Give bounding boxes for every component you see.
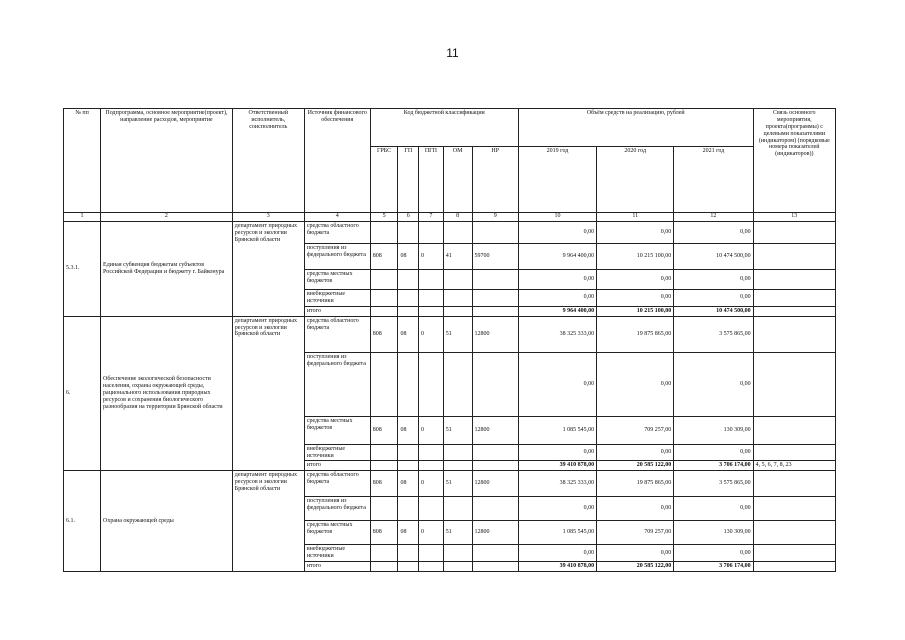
amount-y2020: 0,00 bbox=[597, 497, 674, 521]
code-om bbox=[443, 270, 472, 290]
code-nr bbox=[472, 562, 518, 572]
header-pgp: ПГП bbox=[419, 147, 444, 213]
funding-source: средства областного бюджета bbox=[304, 222, 370, 244]
header-no: № пп bbox=[64, 109, 101, 213]
amount-y2019: 0,00 bbox=[518, 290, 596, 307]
header-gp: ГП bbox=[398, 147, 419, 213]
code-gp bbox=[398, 562, 419, 572]
funding-source: средства областного бюджета bbox=[304, 316, 370, 352]
funding-source: внебюджетные источники bbox=[304, 545, 370, 562]
code-nr bbox=[472, 270, 518, 290]
amount-y2021: 0,00 bbox=[674, 444, 753, 461]
indicator-link-empty bbox=[753, 444, 835, 461]
header-nr: НР bbox=[472, 147, 518, 213]
column-number: 7 bbox=[419, 213, 444, 222]
indicator-link-empty bbox=[753, 244, 835, 270]
amount-y2021: 0,00 bbox=[674, 290, 753, 307]
amount-y2020: 20 585 122,00 bbox=[597, 461, 674, 471]
amount-y2020: 0,00 bbox=[597, 270, 674, 290]
item-number: 6. bbox=[64, 316, 101, 471]
amount-y2019: 38 325 333,00 bbox=[518, 471, 596, 497]
column-number: 8 bbox=[443, 213, 472, 222]
amount-y2021: 130 309,00 bbox=[674, 521, 753, 545]
code-nr bbox=[472, 444, 518, 461]
amount-y2019: 38 325 333,00 bbox=[518, 316, 596, 352]
code-pgp bbox=[419, 270, 444, 290]
code-pgp: 0 bbox=[419, 316, 444, 352]
indicator-link-empty bbox=[753, 270, 835, 290]
funding-source: итого bbox=[304, 562, 370, 572]
amount-y2021: 0,00 bbox=[674, 270, 753, 290]
item-executor: департамент природных ресурсов и экологии Брянской области bbox=[232, 471, 304, 572]
amount-y2021: 10 474 500,00 bbox=[674, 244, 753, 270]
table-row bbox=[64, 316, 836, 352]
item-executor: департамент природных ресурсов и экологии Брянской области bbox=[232, 316, 304, 471]
code-nr: 12800 bbox=[472, 471, 518, 497]
code-grbs: 808 bbox=[370, 316, 398, 352]
funding-source: поступления из федерального бюджета bbox=[304, 352, 370, 416]
table-row bbox=[64, 471, 836, 497]
column-number: 3 bbox=[232, 213, 304, 222]
code-om: 51 bbox=[443, 416, 472, 444]
funding-source: внебюджетные источники bbox=[304, 444, 370, 461]
code-om: 51 bbox=[443, 521, 472, 545]
header-volume: Объём средств на реализацию, рублей bbox=[518, 109, 753, 147]
code-grbs bbox=[370, 290, 398, 307]
item-name: Обеспечение экологической безопасности населения, охраны окружающей среды, рационального использования природных ресурсов и сохранения биологического разнообразия на территории Брянской области bbox=[101, 316, 233, 471]
header-executor: Ответственный исполнитель, соисполнитель bbox=[232, 109, 304, 213]
code-pgp bbox=[419, 562, 444, 572]
amount-y2019: 0,00 bbox=[518, 545, 596, 562]
amount-y2020: 0,00 bbox=[597, 545, 674, 562]
indicator-link-empty bbox=[753, 497, 835, 521]
code-pgp: 0 bbox=[419, 521, 444, 545]
amount-y2021: 0,00 bbox=[674, 497, 753, 521]
amount-y2020: 0,00 bbox=[597, 444, 674, 461]
amount-y2021: 3 706 174,00 bbox=[674, 461, 753, 471]
code-gp bbox=[398, 444, 419, 461]
code-nr bbox=[472, 222, 518, 244]
code-gp bbox=[398, 290, 419, 307]
indicator-link-empty bbox=[753, 316, 835, 352]
code-pgp bbox=[419, 290, 444, 307]
code-nr: 12800 bbox=[472, 521, 518, 545]
indicator-link-empty bbox=[753, 290, 835, 307]
amount-y2019: 0,00 bbox=[518, 444, 596, 461]
code-pgp bbox=[419, 352, 444, 416]
page-number: 11 bbox=[446, 46, 459, 60]
amount-y2021: 0,00 bbox=[674, 352, 753, 416]
code-pgp bbox=[419, 497, 444, 521]
code-grbs: 808 bbox=[370, 521, 398, 545]
code-om bbox=[443, 306, 472, 316]
header-om: ОМ bbox=[443, 147, 472, 213]
column-number: 10 bbox=[518, 213, 596, 222]
indicator-link-empty bbox=[753, 471, 835, 497]
code-gp bbox=[398, 497, 419, 521]
amount-y2020: 709 257,00 bbox=[597, 416, 674, 444]
amount-y2020: 20 585 122,00 bbox=[597, 562, 674, 572]
item-name: Охрана окружающей среды bbox=[101, 471, 233, 572]
funding-source: средства местных бюджетов bbox=[304, 416, 370, 444]
code-gp bbox=[398, 222, 419, 244]
item-number: 5.3.1. bbox=[64, 222, 101, 317]
column-number: 2 bbox=[101, 213, 233, 222]
code-gp: 08 bbox=[398, 244, 419, 270]
item-name: Единая субвенция бюджетам субъектов Российской Федерации и бюджету г. Байконура bbox=[101, 222, 233, 317]
code-om: 51 bbox=[443, 316, 472, 352]
code-gp: 08 bbox=[398, 416, 419, 444]
code-gp bbox=[398, 306, 419, 316]
code-pgp: 0 bbox=[419, 471, 444, 497]
code-pgp bbox=[419, 461, 444, 471]
code-nr bbox=[472, 352, 518, 416]
code-nr bbox=[472, 290, 518, 307]
amount-y2020: 19 875 865,00 bbox=[597, 471, 674, 497]
code-om bbox=[443, 222, 472, 244]
code-om bbox=[443, 352, 472, 416]
funding-source: поступления из федерального бюджета bbox=[304, 497, 370, 521]
code-gp bbox=[398, 545, 419, 562]
amount-y2020: 10 215 100,00 bbox=[597, 306, 674, 316]
item-executor: департамент природных ресурсов и экологии Брянской области bbox=[232, 222, 304, 317]
item-number: 6.1. bbox=[64, 471, 101, 572]
code-nr: 12800 bbox=[472, 316, 518, 352]
code-om: 51 bbox=[443, 471, 472, 497]
amount-y2020: 0,00 bbox=[597, 290, 674, 307]
code-gp bbox=[398, 270, 419, 290]
code-grbs bbox=[370, 545, 398, 562]
column-number-row bbox=[64, 213, 836, 222]
header-source: Источник финансового обеспечения bbox=[304, 109, 370, 213]
code-om: 41 bbox=[443, 244, 472, 270]
indicator-link-empty bbox=[753, 545, 835, 562]
header-link: Связь основного мероприятия, проекта(программы) с целевыми показателями (индикатором) (порядковые номера показателей (индикаторов)) bbox=[753, 109, 835, 213]
indicator-link-empty bbox=[753, 352, 835, 416]
code-gp bbox=[398, 461, 419, 471]
column-number: 4 bbox=[304, 213, 370, 222]
header-2020: 2020 год bbox=[597, 147, 674, 213]
code-om bbox=[443, 461, 472, 471]
funding-source: средства местных бюджетов bbox=[304, 521, 370, 545]
amount-y2019: 0,00 bbox=[518, 222, 596, 244]
column-number: 13 bbox=[753, 213, 835, 222]
code-om bbox=[443, 290, 472, 307]
column-number: 11 bbox=[597, 213, 674, 222]
indicator-link bbox=[753, 562, 835, 572]
indicator-link bbox=[753, 306, 835, 316]
header-2021: 2021 год bbox=[674, 147, 753, 213]
code-grbs bbox=[370, 270, 398, 290]
code-grbs bbox=[370, 497, 398, 521]
amount-y2021: 0,00 bbox=[674, 545, 753, 562]
code-nr bbox=[472, 545, 518, 562]
amount-y2021: 10 474 500,00 bbox=[674, 306, 753, 316]
funding-source: поступления из федерального бюджета bbox=[304, 244, 370, 270]
amount-y2020: 709 257,00 bbox=[597, 521, 674, 545]
code-om bbox=[443, 497, 472, 521]
amount-y2020: 10 215 100,00 bbox=[597, 244, 674, 270]
column-number: 1 bbox=[64, 213, 101, 222]
code-pgp bbox=[419, 306, 444, 316]
code-grbs bbox=[370, 222, 398, 244]
code-gp: 08 bbox=[398, 521, 419, 545]
header-budget-code: Код бюджетной классификации bbox=[370, 109, 518, 147]
amount-y2021: 3 706 174,00 bbox=[674, 562, 753, 572]
table-row bbox=[64, 222, 836, 244]
header-2019: 2019 год bbox=[518, 147, 596, 213]
code-pgp bbox=[419, 444, 444, 461]
code-gp bbox=[398, 352, 419, 416]
funding-source: внебюджетные источники bbox=[304, 290, 370, 307]
funding-source: средства областного бюджета bbox=[304, 471, 370, 497]
code-nr bbox=[472, 461, 518, 471]
code-pgp: 0 bbox=[419, 244, 444, 270]
amount-y2021: 130 309,00 bbox=[674, 416, 753, 444]
funding-source: итого bbox=[304, 461, 370, 471]
code-pgp: 0 bbox=[419, 416, 444, 444]
code-gp: 08 bbox=[398, 316, 419, 352]
code-grbs bbox=[370, 461, 398, 471]
code-om bbox=[443, 562, 472, 572]
amount-y2019: 1 085 545,00 bbox=[518, 416, 596, 444]
code-gp: 08 bbox=[398, 471, 419, 497]
amount-y2019: 1 085 545,00 bbox=[518, 521, 596, 545]
code-grbs: 808 bbox=[370, 471, 398, 497]
indicator-link-empty bbox=[753, 222, 835, 244]
code-nr bbox=[472, 306, 518, 316]
amount-y2019: 0,00 bbox=[518, 270, 596, 290]
amount-y2020: 19 875 865,00 bbox=[597, 316, 674, 352]
amount-y2019: 9 964 400,00 bbox=[518, 306, 596, 316]
column-number: 5 bbox=[370, 213, 398, 222]
amount-y2021: 3 575 865,00 bbox=[674, 316, 753, 352]
code-pgp bbox=[419, 222, 444, 244]
indicator-link: 4, 5, 6, 7, 8, 23 bbox=[753, 461, 835, 471]
code-grbs bbox=[370, 352, 398, 416]
amount-y2019: 9 964 400,00 bbox=[518, 244, 596, 270]
funding-source: средства местных бюджетов bbox=[304, 270, 370, 290]
amount-y2021: 3 575 865,00 bbox=[674, 471, 753, 497]
amount-y2020: 0,00 bbox=[597, 352, 674, 416]
code-nr: 12800 bbox=[472, 416, 518, 444]
code-grbs bbox=[370, 444, 398, 461]
amount-y2021: 0,00 bbox=[674, 222, 753, 244]
header-program: Подпрограмма, основное мероприятие(проект), направление расходов, мероприятие bbox=[101, 109, 233, 213]
amount-y2019: 39 410 878,00 bbox=[518, 461, 596, 471]
amount-y2020: 0,00 bbox=[597, 222, 674, 244]
header-grbs: ГРБС bbox=[370, 147, 398, 213]
indicator-link-empty bbox=[753, 416, 835, 444]
code-grbs bbox=[370, 562, 398, 572]
code-nr: 59700 bbox=[472, 244, 518, 270]
code-om bbox=[443, 444, 472, 461]
code-om bbox=[443, 545, 472, 562]
column-number: 9 bbox=[472, 213, 518, 222]
code-grbs: 808 bbox=[370, 244, 398, 270]
amount-y2019: 0,00 bbox=[518, 497, 596, 521]
code-grbs: 808 bbox=[370, 416, 398, 444]
indicator-link-empty bbox=[753, 521, 835, 545]
amount-y2019: 0,00 bbox=[518, 352, 596, 416]
column-number: 12 bbox=[674, 213, 753, 222]
column-number: 6 bbox=[398, 213, 419, 222]
code-grbs bbox=[370, 306, 398, 316]
code-pgp bbox=[419, 545, 444, 562]
budget-table bbox=[63, 108, 836, 572]
amount-y2019: 39 410 878,00 bbox=[518, 562, 596, 572]
funding-source: итого bbox=[304, 306, 370, 316]
code-nr bbox=[472, 497, 518, 521]
